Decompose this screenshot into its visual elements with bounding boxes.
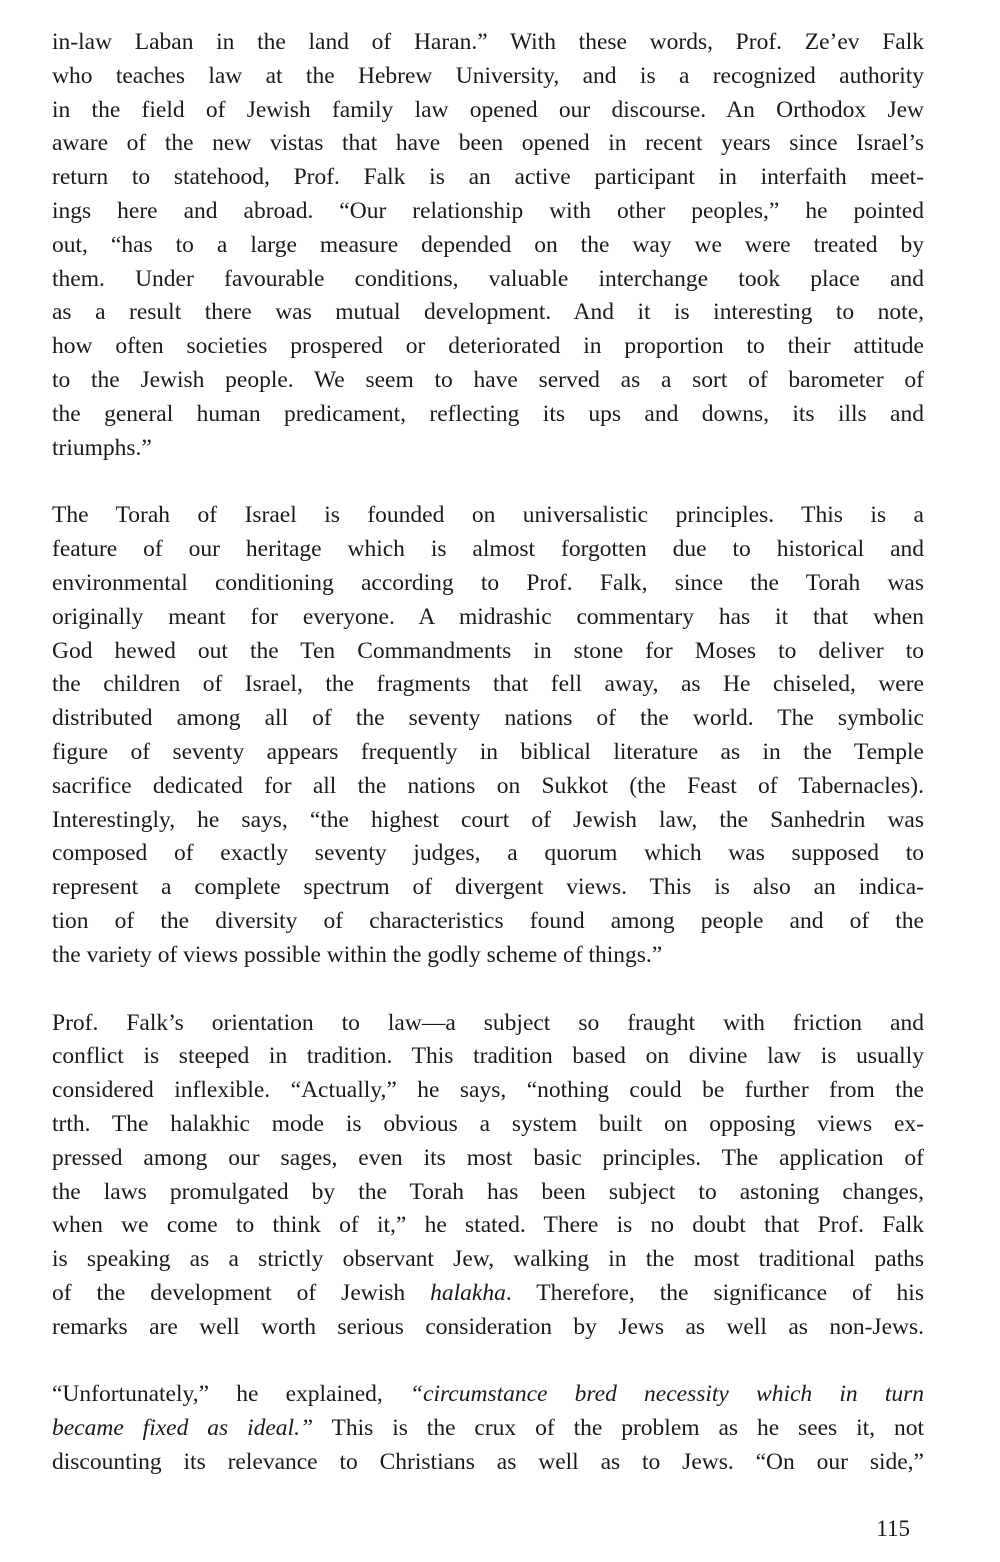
text-line xyxy=(52,1378,924,1412)
italic-term: halakha xyxy=(430,1279,506,1306)
text-line: how often societies prospered or deteriorated in proportion to their attitude xyxy=(52,333,924,360)
text-line: figure of seventy appears frequently in biblical literature as in the Temple xyxy=(52,738,924,765)
text-line: remarks are well worth serious consideration by Jews as well as non-Jews. xyxy=(52,1313,924,1340)
text-line: in the field of Jewish family law opened our discourse. An Orthodox Jew xyxy=(52,96,924,123)
text-line: in-law Laban in the land of Haran.” With these words, Prof. Ze’ev Falk xyxy=(52,29,924,55)
text-span: This is the crux of the problem as he sees it, not xyxy=(313,1415,924,1442)
text-line: the general human predicament, reflecting its ups and downs, its ills and xyxy=(52,400,924,427)
text-line: discounting its relevance to Christians as well as to Jews. “On our side,” xyxy=(52,1449,924,1476)
quote-italic: “circumstance bred necessity which in turn xyxy=(409,1381,924,1408)
text-line: who teaches law at the Hebrew University, and is a recognized authority xyxy=(52,62,924,89)
text-line: out, “has to a large measure depended on the way we were treated by xyxy=(52,231,924,258)
text-line: the laws promulgated by the Torah has been subject to astoning changes, xyxy=(52,1178,924,1205)
text-line: considered inflexible. “Actually,” he says, “nothing could be further from the xyxy=(52,1077,924,1104)
text-line: sacrifice dedicated for all the nations on Sukkot (the Feast of Tabernacles). xyxy=(52,772,924,799)
text-span: of the development of Jewish xyxy=(52,1279,431,1306)
page-number: 115 xyxy=(876,1516,910,1541)
text-line: trth. The halakhic mode is obvious a system built on opposing views ex- xyxy=(52,1110,924,1137)
text-line: them. Under favourable conditions, valuable interchange took place and xyxy=(52,265,924,292)
text-line: the children of Israel, the fragments that fell away, as He chiseled, were xyxy=(52,671,924,698)
text-line: is speaking as a strictly observant Jew, walking in the most traditional paths xyxy=(52,1246,924,1273)
paragraph-2 xyxy=(52,499,924,972)
text-line: God hewed out the Ten Commandments in stone for Moses to deliver to xyxy=(52,637,924,664)
text-line: pressed among our sages, even its most basic principles. The application of xyxy=(52,1144,924,1171)
text-line: tion of the diversity of characteristics found among people and of the xyxy=(52,907,924,934)
paragraph-4 xyxy=(52,1378,924,1479)
quote-italic: became fixed as ideal.” xyxy=(52,1415,314,1442)
text-line: aware of the new vistas that have been opened in recent years since Israel’s xyxy=(52,130,924,157)
text-line: triumphs.” xyxy=(52,434,152,461)
text-line xyxy=(52,1412,924,1446)
text-span: “Unfortunately,” he explained, xyxy=(52,1381,410,1408)
text-line: as a result there was mutual development. And it is interesting to note, xyxy=(52,299,924,326)
text-line: originally meant for everyone. A midrashic commentary has it that when xyxy=(52,603,924,630)
text-line: The Torah of Israel is founded on universalistic principles. This is a xyxy=(52,502,924,529)
text-line: distributed among all of the seventy nations of the world. The symbolic xyxy=(52,705,924,732)
paragraph-3 xyxy=(52,1007,924,1345)
text-line: when we come to think of it,” he stated. There is no doubt that Prof. Falk xyxy=(52,1212,924,1239)
text-line: return to statehood, Prof. Falk is an active participant in interfaith meet- xyxy=(52,164,924,191)
text-line: ings here and abroad. “Our relationship with other peoples,” he pointed xyxy=(52,197,924,224)
paragraph-1 xyxy=(52,26,924,465)
text-line: composed of exactly seventy judges, a quorum which was supposed to xyxy=(52,840,924,867)
text-line: the variety of views possible within the godly scheme of things.” xyxy=(52,941,663,968)
text-line: Interestingly, he says, “the highest court of Jewish law, the Sanhedrin was xyxy=(52,806,924,833)
text-line: to the Jewish people. We seem to have served as a sort of barometer of xyxy=(52,366,924,393)
text-line-with-italic xyxy=(52,1277,924,1311)
text-line: represent a complete spectrum of divergent views. This is also an indica- xyxy=(52,874,924,901)
text-line: feature of our heritage which is almost forgotten due to historical and xyxy=(52,536,924,563)
text-span: . Therefore, the significance of his xyxy=(505,1279,924,1306)
article-body xyxy=(52,26,924,1480)
text-line: Prof. Falk’s orientation to law—a subject so fraught with friction and xyxy=(52,1009,924,1036)
text-line: environmental conditioning according to Prof. Falk, since the Torah was xyxy=(52,569,924,596)
text-line: conflict is steeped in tradition. This tradition based on divine law is usually xyxy=(52,1043,924,1070)
